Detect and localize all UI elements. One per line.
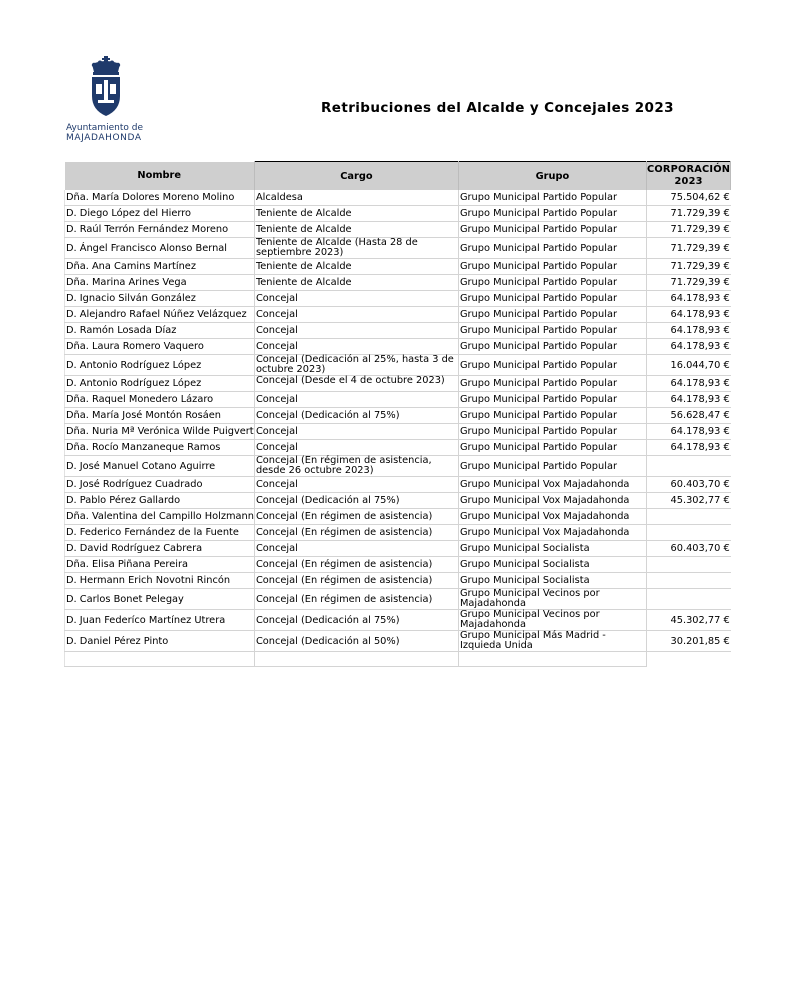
cell-cargo: Concejal (En régimen de asistencia) xyxy=(254,509,458,525)
cell-importe: 30.201,85 € xyxy=(646,631,730,652)
cell-cargo: Concejal (Dedicación al 50%) xyxy=(254,631,458,652)
table-row xyxy=(65,291,731,307)
table-row xyxy=(65,307,731,323)
cell-cargo: Concejal (Dedicación al 75%) xyxy=(254,610,458,631)
cell-grupo: Grupo Municipal Partido Popular xyxy=(458,238,646,259)
cell-cargo: Concejal xyxy=(254,339,458,355)
cell-importe: 64.178,93 € xyxy=(646,323,730,339)
table-row xyxy=(65,440,731,456)
header-cargo: Cargo xyxy=(254,162,458,191)
header-grupo: Grupo xyxy=(458,162,646,191)
cell-importe: 71.729,39 € xyxy=(646,206,730,222)
table-row xyxy=(65,525,731,541)
table-row xyxy=(65,631,731,652)
cell-nombre: D. Alejandro Rafael Núñez Velázquez xyxy=(65,307,255,323)
table-row xyxy=(65,238,731,259)
cell-importe: 64.178,93 € xyxy=(646,291,730,307)
cell-nombre: D. José Manuel Cotano Aguirre xyxy=(65,456,255,477)
cell-cargo: Concejal xyxy=(254,541,458,557)
cell-importe: 71.729,39 € xyxy=(646,275,730,291)
cell-cargo: Alcaldesa xyxy=(254,190,458,206)
cell-nombre: D. Hermann Erich Novotni Rincón xyxy=(65,573,255,589)
municipal-logo xyxy=(62,56,152,146)
cell-nombre: D. Ignacio Silván González xyxy=(65,291,255,307)
table-row xyxy=(65,424,731,440)
cell-nombre: D. Diego López del Hierro xyxy=(65,206,255,222)
cell-cargo: Concejal xyxy=(254,477,458,493)
cell-importe: 71.729,39 € xyxy=(646,222,730,238)
table-body xyxy=(65,190,731,667)
cell-importe: 45.302,77 € xyxy=(646,610,730,631)
table-row xyxy=(65,339,731,355)
cell-cargo: Concejal xyxy=(254,323,458,339)
cell-nombre: Dña. Ana Camins Martínez xyxy=(65,259,255,275)
cell-cargo: Concejal (En régimen de asistencia, desde 26 octubre 2023) xyxy=(254,456,458,477)
cell-importe: 71.729,39 € xyxy=(646,259,730,275)
cell-grupo: Grupo Municipal Partido Popular xyxy=(458,339,646,355)
cell-nombre: D. José Rodríguez Cuadrado xyxy=(65,477,255,493)
cell-grupo: Grupo Municipal Vox Majadahonda xyxy=(458,493,646,509)
table-row xyxy=(65,610,731,631)
cell-grupo: Grupo Municipal Partido Popular xyxy=(458,275,646,291)
cell-grupo: Grupo Municipal Partido Popular xyxy=(458,206,646,222)
cell-nombre: Dña. Valentina del Campillo Holzmann xyxy=(65,509,255,525)
cell-nombre: Dña. Laura Romero Vaquero xyxy=(65,339,255,355)
cell-importe xyxy=(646,456,730,477)
cell-nombre: Dña. Nuria Mª Verónica Wilde Puigvert xyxy=(65,424,255,440)
empty-cell xyxy=(646,652,730,667)
cell-cargo: Concejal (Dedicación al 75%) xyxy=(254,493,458,509)
cell-grupo: Grupo Municipal Partido Popular xyxy=(458,323,646,339)
cell-cargo: Concejal (Dedicación al 25%, hasta 3 de octubre 2023) xyxy=(254,355,458,376)
cell-importe xyxy=(646,525,730,541)
cell-cargo: Concejal xyxy=(254,392,458,408)
empty-cell xyxy=(254,652,458,667)
cell-importe: 16.044,70 € xyxy=(646,355,730,376)
cell-importe: 64.178,93 € xyxy=(646,392,730,408)
cell-importe: 56.628,47 € xyxy=(646,408,730,424)
cell-importe: 60.403,70 € xyxy=(646,541,730,557)
cell-grupo: Grupo Municipal Vox Majadahonda xyxy=(458,525,646,541)
cell-grupo: Grupo Municipal Partido Popular xyxy=(458,307,646,323)
cell-nombre: D. Antonio Rodríguez López xyxy=(65,355,255,376)
cell-nombre: D. Federico Fernández de la Fuente xyxy=(65,525,255,541)
logo-line-2: MAJADAHONDA xyxy=(66,133,142,143)
cell-cargo: Concejal xyxy=(254,440,458,456)
cell-importe: 64.178,93 € xyxy=(646,307,730,323)
cell-importe xyxy=(646,557,730,573)
cell-cargo: Concejal (Dedicación al 75%) xyxy=(254,408,458,424)
cell-grupo: Grupo Municipal Socialista xyxy=(458,557,646,573)
cell-nombre: D. Antonio Rodríguez López xyxy=(65,376,255,392)
cell-cargo: Teniente de Alcalde xyxy=(254,206,458,222)
cell-grupo: Grupo Municipal Más Madrid - Izquieda Unida xyxy=(458,631,646,652)
cell-grupo: Grupo Municipal Partido Popular xyxy=(458,222,646,238)
empty-cell xyxy=(458,652,646,667)
cell-nombre: D. Ramón Losada Díaz xyxy=(65,323,255,339)
cell-grupo: Grupo Municipal Partido Popular xyxy=(458,456,646,477)
cell-cargo: Teniente de Alcalde (Hasta 28 de septiembre 2023) xyxy=(254,238,458,259)
cell-importe: 60.403,70 € xyxy=(646,477,730,493)
table-row xyxy=(65,392,731,408)
cell-nombre: Dña. Elisa Piñana Pereira xyxy=(65,557,255,573)
cell-grupo: Grupo Municipal Partido Popular xyxy=(458,408,646,424)
cell-grupo: Grupo Municipal Partido Popular xyxy=(458,440,646,456)
table-row xyxy=(65,573,731,589)
table-row xyxy=(65,493,731,509)
cell-grupo: Grupo Municipal Partido Popular xyxy=(458,376,646,392)
cell-importe: 64.178,93 € xyxy=(646,339,730,355)
cell-nombre: Dña. María Dolores Moreno Molino xyxy=(65,190,255,206)
cell-cargo: Teniente de Alcalde xyxy=(254,259,458,275)
table-row xyxy=(65,541,731,557)
cell-cargo: Concejal xyxy=(254,291,458,307)
cell-cargo: Concejal (En régimen de asistencia) xyxy=(254,589,458,610)
table-row xyxy=(65,206,731,222)
table-row xyxy=(65,190,731,206)
cell-grupo: Grupo Municipal Partido Popular xyxy=(458,259,646,275)
table-row xyxy=(65,456,731,477)
cell-nombre: Dña. Rocío Manzaneque Ramos xyxy=(65,440,255,456)
cell-nombre: D. Ángel Francisco Alonso Bernal xyxy=(65,238,255,259)
table-row-empty xyxy=(65,652,731,667)
cell-cargo: Concejal (En régimen de asistencia) xyxy=(254,525,458,541)
cell-importe: 45.302,77 € xyxy=(646,493,730,509)
salaries-table xyxy=(64,161,731,667)
cell-nombre: Dña. Raquel Monedero Lázaro xyxy=(65,392,255,408)
cell-cargo: Teniente de Alcalde xyxy=(254,222,458,238)
cell-cargo: Concejal (Desde el 4 de octubre 2023) xyxy=(254,376,458,392)
cell-importe xyxy=(646,589,730,610)
cell-nombre: D. Raúl Terrón Fernández Moreno xyxy=(65,222,255,238)
empty-cell xyxy=(65,652,255,667)
cell-nombre: Dña. Marina Arines Vega xyxy=(65,275,255,291)
cell-grupo: Grupo Municipal Socialista xyxy=(458,541,646,557)
cell-importe: 75.504,62 € xyxy=(646,190,730,206)
cell-grupo: Grupo Municipal Partido Popular xyxy=(458,291,646,307)
cell-grupo: Grupo Municipal Socialista xyxy=(458,573,646,589)
table-header-row xyxy=(65,162,731,191)
cell-nombre: D. Pablo Pérez Gallardo xyxy=(65,493,255,509)
cell-importe: 64.178,93 € xyxy=(646,376,730,392)
table-row xyxy=(65,323,731,339)
cell-cargo: Concejal xyxy=(254,307,458,323)
cell-grupo: Grupo Municipal Vox Majadahonda xyxy=(458,509,646,525)
table-row xyxy=(65,509,731,525)
cell-grupo: Grupo Municipal Partido Popular xyxy=(458,424,646,440)
cell-importe: 64.178,93 € xyxy=(646,424,730,440)
crown-shield-icon xyxy=(86,56,126,118)
cell-cargo: Concejal (En régimen de asistencia) xyxy=(254,573,458,589)
table-row xyxy=(65,376,731,392)
table-row xyxy=(65,589,731,610)
cell-nombre: Dña. María José Montón Rosáen xyxy=(65,408,255,424)
cell-nombre: D. David Rodríguez Cabrera xyxy=(65,541,255,557)
cell-cargo: Teniente de Alcalde xyxy=(254,275,458,291)
table-row xyxy=(65,355,731,376)
header-nombre: Nombre xyxy=(65,162,255,191)
table-row xyxy=(65,408,731,424)
cell-importe: 71.729,39 € xyxy=(646,238,730,259)
cell-grupo: Grupo Municipal Vecinos por Majadahonda xyxy=(458,610,646,631)
cell-importe xyxy=(646,509,730,525)
table-row xyxy=(65,557,731,573)
cell-grupo: Grupo Municipal Partido Popular xyxy=(458,190,646,206)
cell-grupo: Grupo Municipal Vox Majadahonda xyxy=(458,477,646,493)
table-row xyxy=(65,477,731,493)
cell-cargo: Concejal xyxy=(254,424,458,440)
table-row xyxy=(65,222,731,238)
cell-nombre: D. Carlos Bonet Pelegay xyxy=(65,589,255,610)
cell-nombre: D. Juan Federíco Martínez Utrera xyxy=(65,610,255,631)
cell-cargo: Concejal (En régimen de asistencia) xyxy=(254,557,458,573)
cell-grupo: Grupo Municipal Partido Popular xyxy=(458,355,646,376)
cell-grupo: Grupo Municipal Vecinos por Majadahonda xyxy=(458,589,646,610)
cell-importe: 64.178,93 € xyxy=(646,440,730,456)
cell-nombre: D. Daniel Pérez Pinto xyxy=(65,631,255,652)
page-title: Retribuciones del Alcalde y Concejales 2023 xyxy=(321,100,674,116)
cell-importe xyxy=(646,573,730,589)
header-corporacion: CORPORACIÓN 2023 xyxy=(646,162,730,191)
logo-line-1: Ayuntamiento de xyxy=(66,123,143,133)
table-row xyxy=(65,275,731,291)
table-row xyxy=(65,259,731,275)
cell-grupo: Grupo Municipal Partido Popular xyxy=(458,392,646,408)
